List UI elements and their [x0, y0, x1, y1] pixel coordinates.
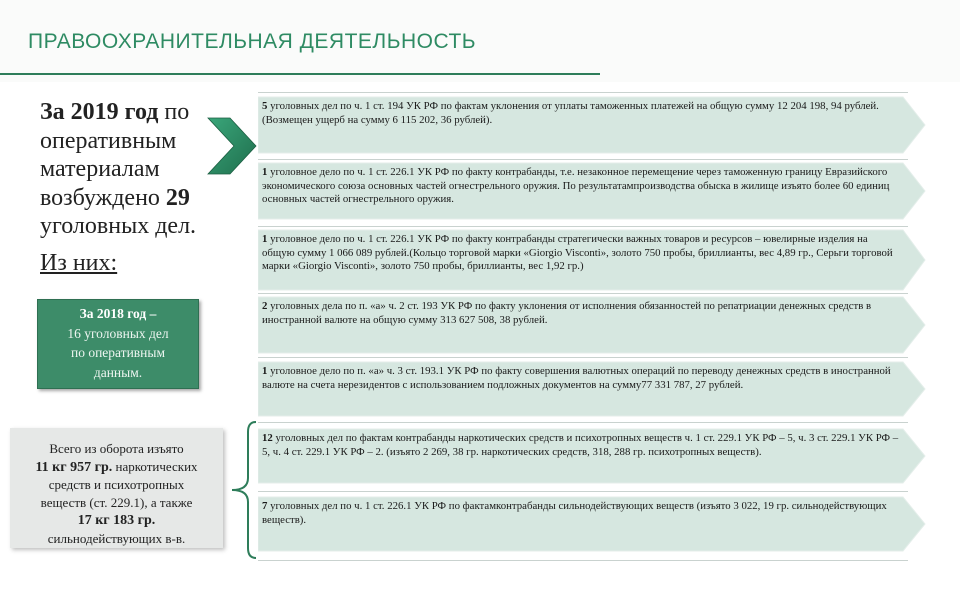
case-text	[262, 166, 902, 207]
case-text	[262, 100, 902, 127]
case-count: 1	[262, 233, 268, 245]
summary-year: За 2019 год	[40, 99, 159, 125]
case-text	[262, 432, 902, 459]
box-total-amount1: 11 кг 957 гр.	[35, 459, 113, 475]
box-total-seized	[10, 428, 223, 548]
case-description: уголовное дело по п. «а» ч. 3 ст. 193.1 УК РФ по факту совершения валютных операций по переводу денежных средств в иностранной валюте на счета нерезидентов с использованием подложных документов на сумму77 331 787, 27 рублей.	[262, 365, 891, 391]
box-total-line3: средств и психотропных	[48, 477, 185, 492]
row-divider	[258, 226, 908, 227]
case-description: уголовное дело по ч. 1 ст. 226.1 УК РФ по факту контрабанды стратегически важных товаров и ресурсов – ювелирные изделия на общую сумму 1 066 089 рублей.(Кольцо торговой марки «Giorgio Visconti», золото 750 пробы, бриллианты, вес 4,89 гр., Серьги торговой марки «Giorgio Visconti», золото 750 пробы, бриллианты, вес 1,92 гр.)	[262, 233, 893, 273]
row-divider	[258, 357, 908, 358]
brace-icon	[226, 420, 260, 560]
title-underline	[0, 73, 600, 75]
case-count: 1	[262, 365, 268, 377]
box-total-amount2: 17 кг 183 гр.	[77, 513, 156, 528]
case-count: 12	[262, 432, 273, 444]
row-divider	[258, 560, 908, 561]
summary-line4: возбуждено	[40, 184, 166, 211]
summary-line5: уголовных дел.	[40, 213, 197, 239]
case-item	[258, 229, 926, 291]
row-divider	[258, 92, 908, 93]
case-item	[258, 428, 926, 484]
case-text	[262, 300, 902, 327]
case-description: уголовных дел по фактам контрабанды наркотических средств и психотропных веществ ч. 1 ст. 229.1 УК РФ – 5, ч. 3 ст. 229.1 УК РФ – 5, ч. 4 ст. 229.1 УК РФ – 2. (изъято 2 269, 38 гр. наркотических средств, 318, 288 гр. психотропных веществ).	[262, 432, 899, 458]
summary-line2: оперативным	[40, 127, 177, 154]
box-total-line1: Всего из оборота изъято	[49, 441, 184, 456]
case-item	[258, 361, 926, 417]
box-2018-title: За 2018 год –	[79, 306, 157, 321]
box-2018-line3: по оперативным	[70, 345, 166, 360]
case-count: 7	[262, 500, 268, 512]
row-divider	[258, 293, 908, 294]
row-divider	[258, 422, 908, 423]
summary-count: 29	[165, 184, 190, 211]
case-description: уголовных дела по п. «а» ч. 2 ст. 193 УК РФ по факту уклонения от исполнения обязанностей по репатриации денежных средств в иностранной валюте на общую сумму 313 627 508, 38 рублей.	[262, 300, 872, 326]
case-description: уголовное дело по ч. 1 ст. 226.1 УК РФ по факту контрабанды, т.е. незаконное перемещение через таможенную границу Евразийского экономического союза основных частей огнестрельного оружия. По результатампроизводства обыска в жилище изъято более 60 единиц основных частей огнестрельного оружия.	[262, 166, 890, 206]
case-text	[262, 233, 902, 274]
box-2018	[37, 299, 199, 389]
summary-line3: материалам	[40, 156, 160, 182]
chevron-right-icon	[206, 114, 258, 178]
case-description: уголовных дел по ч. 1 ст. 194 УК РФ по фактам уклонения от уплаты таможенных платежей на общую сумму 12 204 198, 94 рублей. (Возмещен ущерб на сумму 6 115 202, 36 рублей).	[262, 100, 879, 126]
box-2018-line4: данным.	[93, 364, 143, 380]
sub-heading: Из них:	[40, 250, 118, 276]
row-divider	[258, 491, 908, 492]
summary-text	[40, 98, 220, 241]
case-text	[262, 365, 902, 392]
box-total-line2-rest: наркотических	[112, 458, 198, 474]
box-total-line6: сильнодействующих в-в.	[47, 530, 186, 546]
case-item	[258, 162, 926, 220]
case-item	[258, 96, 926, 154]
box-total-line4: веществ (ст. 229.1), а также	[40, 494, 193, 510]
page-title: ПРАВООХРАНИТЕЛЬНАЯ ДЕЯТЕЛЬНОСТЬ	[28, 30, 477, 53]
case-item	[258, 296, 926, 354]
case-count: 2	[262, 300, 268, 312]
case-count: 1	[262, 166, 268, 178]
case-text	[262, 500, 902, 527]
case-description: уголовных дел по ч. 1 ст. 226.1 УК РФ по фактамконтрабанды сильнодействующих веществ (изъято 3 022, 19 гр. сильнодействующих веществ).	[262, 500, 887, 526]
row-divider	[258, 159, 908, 160]
summary-line1-rest: по	[158, 99, 190, 125]
box-2018-line2: 16 уголовных дел	[67, 325, 169, 341]
case-item	[258, 496, 926, 552]
case-count: 5	[262, 100, 268, 112]
